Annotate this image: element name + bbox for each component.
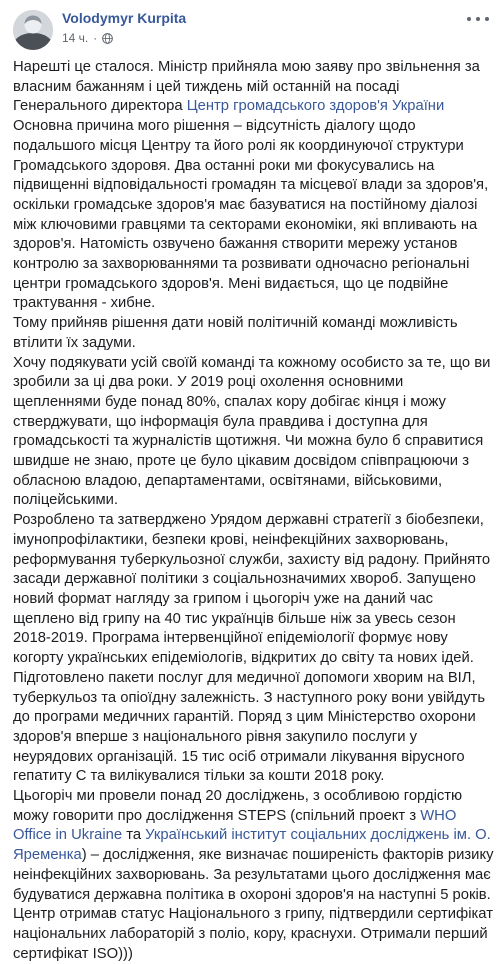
post-paragraph [13,787,495,905]
post-paragraph [13,905,495,964]
post-text: Розроблено та затверджено Урядом державні стратегії з біобезпеки, імунопрофілактики, безпеки крові, неінфекційних захворювань, реформування туберкульозної служби, захисту від радону. Прийнято засади державної політики з соціальнозначимих хвороб. Запущено новий формат нагляду за грипом і цьогоріч уже на даний час щеплено від грипу на 40 тис українців більше ніж за увесь сезон 2018-2019. Програма інтервенційної епідеміології формує нову когорту українських епідеміологів, відкритих до світу та нових ідей. [13,512,491,667]
post-paragraph [13,314,495,353]
post-paragraph [13,354,495,512]
page-link[interactable]: Центр громадського здоров'я України [186,98,445,115]
post-paragraph [13,511,495,669]
more-options-icon[interactable] [467,12,489,26]
post-text: Тому прийняв рішення дати новій політичній команді можливість втілити їх задуми. [13,315,458,351]
post-text: Підготовлено пакети послуг для медичної допомоги хворим на ВІЛ, туберкульоз та опіоїдну залежність. З наступного року вони увійдуть до програми медичних гарантій. Поряд з цим Міністерство охорони здоров'я вперше з національного рівня закупило послуги у неурядових організацій. 15 тис осіб отримали лікування вірусного гепатиту С та вилікувалися тільки за кошти 2018 року. [13,669,486,785]
author-avatar[interactable] [13,10,53,50]
avatar-photo-icon [13,10,53,50]
post-paragraph [13,669,495,787]
post-text: Основна причина мого рішення – відсутність діалогу щодо подальшого місця Центру та його ролі як координуючої структури Громадського здоровя. Два останні роки ми фокусувались на підвищенні відповідальності громадян та місцевої влади за здоров'я, оскільки громадське здоров'я має базуватися на постійному діалозі між ключовими гравцями та секторами економіки, які впливають на здоров'я. Натомість озвучено бажання створити мережу установ контролю за захворюваннями та розвивати одночасно регіональні центри громадського здоров'я. Мені видається, що це подвійне трактування - хибне. [13,118,489,312]
post-text: Цьогоріч ми провели понад 20 досліджень, з особливою гордістю можу говорити про дослідження STEPS (спільний проект з [13,788,463,824]
post-text: та [122,827,146,844]
post-timestamp[interactable]: 14 ч. [62,31,89,45]
globe-icon[interactable] [102,33,113,44]
post-text: Хочу подякувати усій своїй команді та кожному особисто за те, що ви зробили за ці два роки. У 2019 році охолення основними щепленнями буде понад 80%, спалах кору добігає кінця і можу стверджувати, що інформація була правдива і доступна для громадськості та журналістів щотижня. Чи можна було б справитися швидше не знаю, проте це було цікавим досвідом співпрацюючи з обласною владою, департаментами, освітянами, військовими, поліцейськими. [13,354,491,509]
page-link[interactable]: Український інститут соціальних досліджень ім. О. Яременка [13,827,491,864]
post-paragraph [13,58,495,117]
author-name[interactable]: Volodymyr Kurpita [62,10,187,26]
post-header [0,0,499,56]
post-text: Центр отримав статус Національного з грипу, підтвердили сертифікат національних лабораторій з поліо, кору, краснухи. Отримали перший сертифікат ISO))) [13,906,493,962]
post-paragraph [13,117,495,314]
post-meta [62,31,113,45]
post-text: ) – дослідження, яке визначає поширеність факторів ризику неінфекційних захворювань. За результатами цього дослідження має будуватися державна політика в охороні здоров'я на наступні 5 років. [13,847,494,903]
page-link[interactable]: WHO Office in Ukraine [13,807,457,844]
post-body [13,58,495,964]
meta-separator: · [93,31,98,45]
post-text: Нарешті це сталося. Міністр прийняла мою заяву про звільнення за власним бажанням і цей тиждень мій останній на посаді Генерального директора [13,59,480,115]
